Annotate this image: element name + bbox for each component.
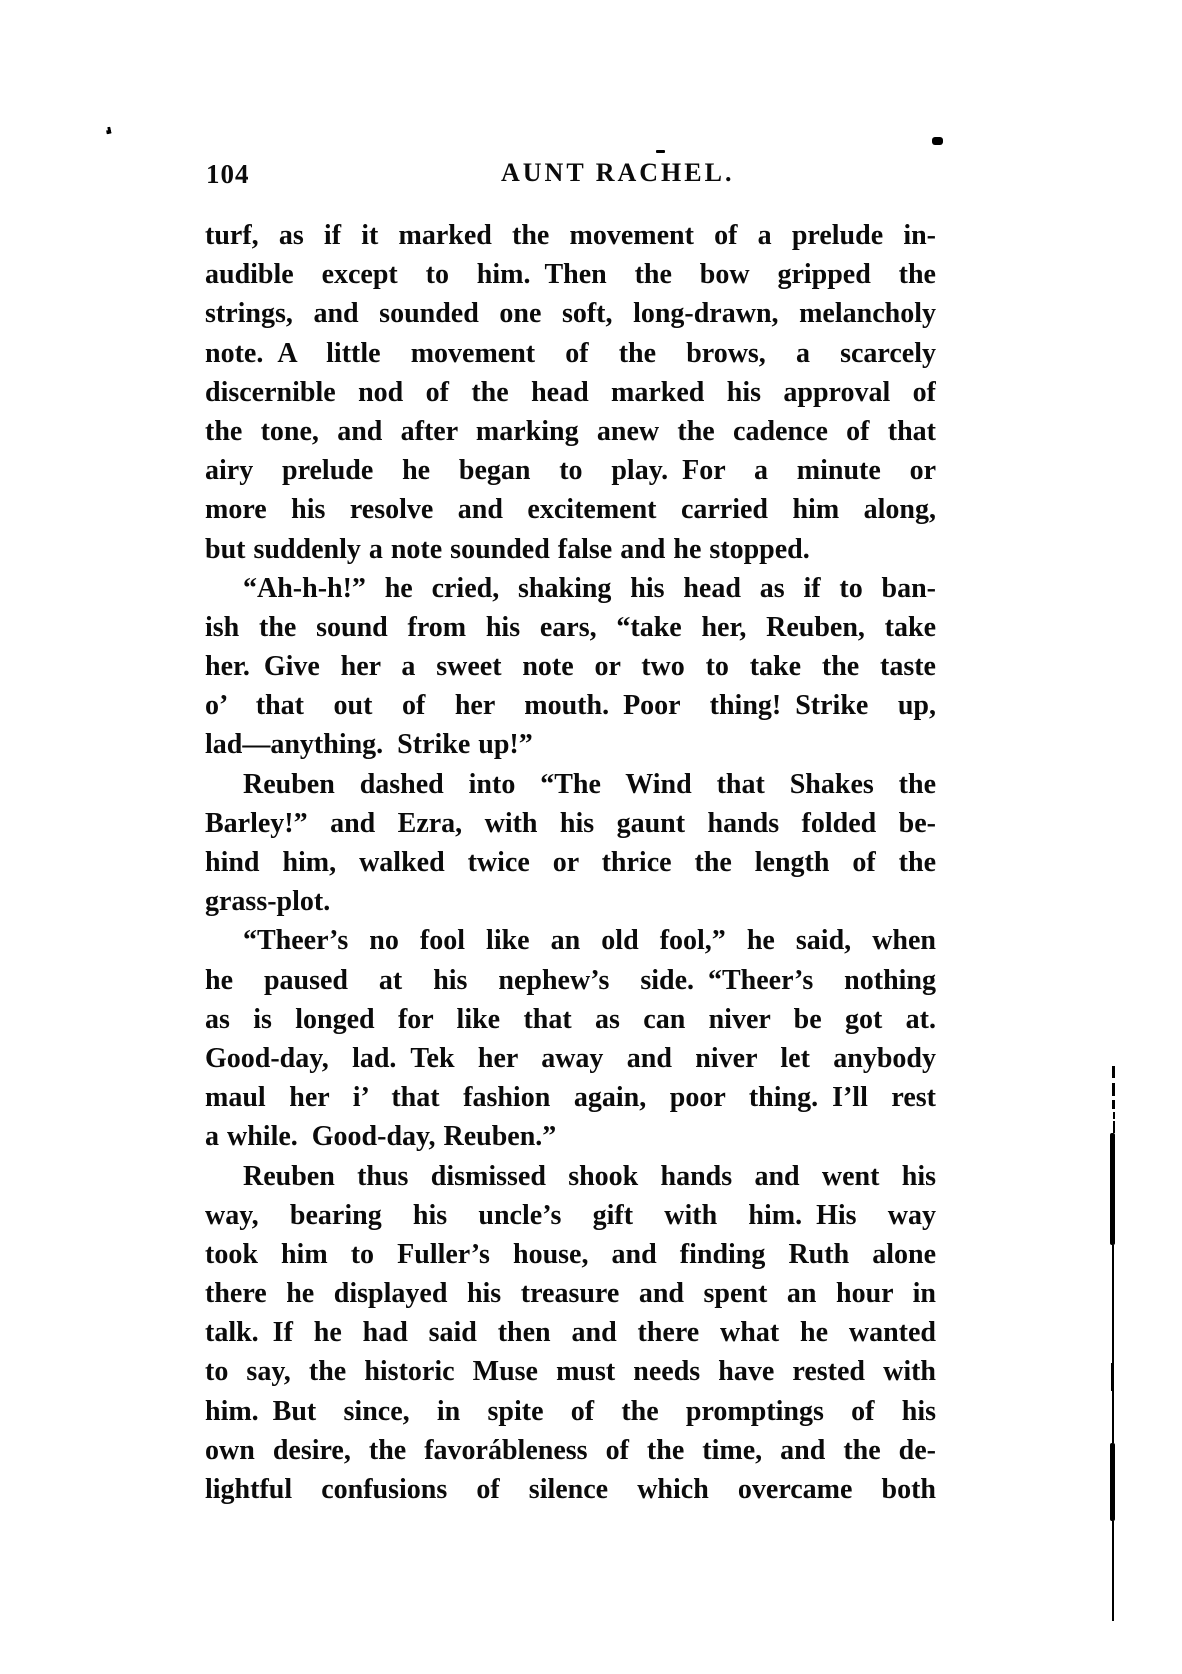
accent-mark	[656, 150, 665, 153]
page-edge-line	[1112, 1083, 1115, 1096]
page-edge-line	[1112, 1245, 1114, 1365]
text-line: Reuben thus dismissed shook hands and went his	[243, 1160, 936, 1192]
body-text	[205, 216, 936, 1509]
text-line: strings, and sounded one soft, long-drawn, melancholy	[205, 298, 936, 330]
text-line: he paused at his nephew’s side. “Theer’s nothing	[205, 964, 936, 996]
text-line: airy prelude he began to play. For a minute or	[205, 455, 936, 487]
text-line: lightful confusions of silence which overcame both	[205, 1474, 936, 1505]
page-edge-line	[1110, 1443, 1115, 1521]
text-line: way, bearing his uncle’s gift with him. His way	[205, 1199, 936, 1231]
text-line: audible except to him. Then the bow gripped the	[205, 259, 936, 291]
page-edge-line	[1110, 1133, 1115, 1245]
text-line: turf, as if it marked the movement of a prelude in-	[205, 220, 936, 251]
page-edge-line	[1112, 1066, 1115, 1078]
page-edge-line	[1113, 1121, 1115, 1133]
text-line: own desire, the favorábleness of the time, and the de-	[205, 1434, 936, 1466]
page-edge-line	[1112, 1521, 1114, 1621]
text-line: ish the sound from his ears, “take her, Reuben, take	[205, 611, 936, 643]
text-line: maul her i’ that fashion again, poor thing. I’ll rest	[205, 1082, 936, 1114]
text-line: Reuben dashed into “The Wind that Shakes the	[243, 768, 936, 800]
text-line: “Ah-h-h!” he cried, shaking his head as if to ban-	[243, 572, 936, 604]
text-line: Barley!” and Ezra, with his gaunt hands folded be-	[205, 807, 936, 839]
text-line: o’ that out of her mouth. Poor thing! Strike up,	[205, 690, 936, 722]
text-line: there he displayed his treasure and spent an hour in	[205, 1278, 936, 1310]
page-edge-line	[1113, 1112, 1115, 1119]
page-edge-line	[1112, 1100, 1115, 1109]
text-line: to say, the historic Muse must needs have rested with	[205, 1356, 936, 1388]
text-line: Good-day, lad. Tek her away and niver let anybody	[205, 1042, 936, 1074]
text-line: a while. Good-day, Reuben.”	[205, 1121, 557, 1153]
ink-speck	[105, 127, 111, 135]
text-line: as is longed for like that as can niver be got at.	[205, 1003, 936, 1035]
text-line: but suddenly a note sounded false and he stopped.	[205, 533, 810, 565]
text-line: talk. If he had said then and there what he wanted	[205, 1317, 936, 1349]
text-line: him. But since, in spite of the promptings of his	[205, 1395, 936, 1427]
page-edge-line	[1111, 1363, 1114, 1391]
text-line: her. Give her a sweet note or two to take the taste	[205, 651, 936, 683]
text-line: discernible nod of the head marked his approval of	[205, 376, 936, 408]
page-edge-line	[1112, 1391, 1114, 1443]
text-line: lad—anything. Strike up!”	[205, 729, 533, 761]
page-number: 104	[206, 159, 250, 189]
running-title: AUNT RACHEL.	[501, 158, 735, 187]
text-line: the tone, and after marking anew the cadence of that	[205, 415, 936, 447]
text-line: note. A little movement of the brows, a scarcely	[205, 337, 936, 369]
ink-dot	[932, 137, 943, 145]
text-line: hind him, walked twice or thrice the length of the	[205, 847, 936, 878]
text-line: took him to Fuller’s house, and finding Ruth alone	[205, 1238, 936, 1270]
text-line: “Theer’s no fool like an old fool,” he said, when	[243, 925, 936, 957]
text-line: grass-plot.	[205, 886, 331, 918]
text-line: more his resolve and excitement carried him along,	[205, 494, 936, 526]
